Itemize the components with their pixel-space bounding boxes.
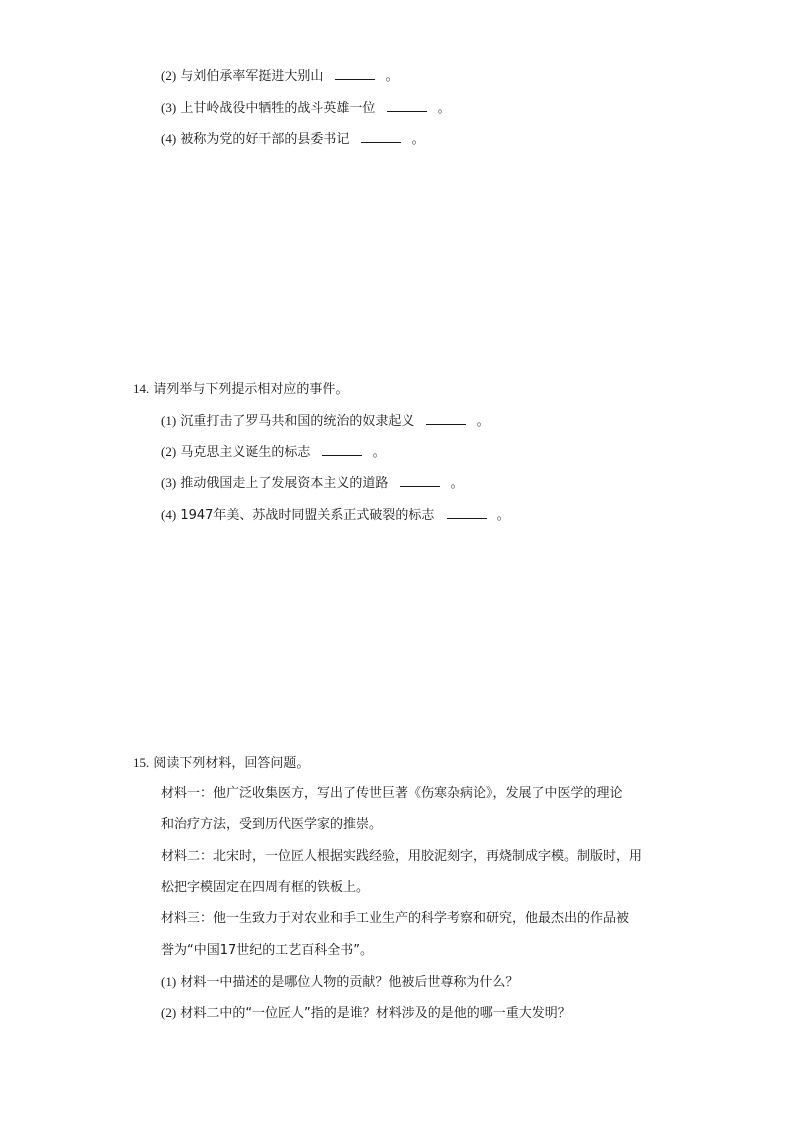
q15-header — [133, 754, 309, 773]
item-text: 沉重打击了罗马共和国的统治的奴隶起义 — [180, 414, 415, 429]
q14-item-4 — [161, 506, 510, 525]
item-number: (2) — [161, 444, 177, 459]
q14-item-3 — [161, 474, 464, 493]
item-text: 材料二中的“一位匠人”指的是谁？材料涉及的是他的哪一重大发明？ — [180, 1006, 571, 1021]
item-end: 。 — [372, 445, 386, 460]
item-text: 与刘伯承率军挺进大别山 — [180, 69, 324, 84]
item-text: 材料一中描述的是哪位人物的贡献？他被后世尊称为什么？ — [180, 975, 519, 990]
item-text: 被称为党的好干部的县委书记 — [180, 132, 350, 147]
item-number: (2) — [161, 68, 177, 83]
answer-blank[interactable] — [322, 443, 362, 456]
item-number: (3) — [161, 475, 177, 490]
question-prompt: 请列举与下列提示相对应的事件。 — [153, 382, 349, 397]
q13-item-3 — [161, 99, 451, 118]
item-end: 。 — [450, 476, 464, 491]
answer-blank[interactable] — [426, 412, 466, 425]
item-number: (1) — [161, 413, 177, 428]
q15-material-line: 材料三：他一生致力于对农业和手工业生产的科学考察和研究，他最杰出的作品被 — [161, 911, 630, 926]
item-text: 上甘岭战役中牺牲的战斗英雄一位 — [180, 101, 376, 116]
q14-header — [133, 380, 348, 399]
item-number: (1) — [161, 974, 177, 989]
q15-material-line: 材料一：他广泛收集医方，写出了传世巨著《伤寒杂病论》，发展了中医学的理论 — [161, 786, 623, 801]
answer-blank[interactable] — [387, 99, 427, 112]
q14-item-2 — [161, 443, 386, 462]
question-number: 15. — [133, 755, 150, 770]
item-end: 。 — [385, 69, 399, 84]
item-end: 。 — [437, 101, 451, 116]
item-text: 1947年美、苏战时同盟关系正式破裂的标志 — [180, 508, 435, 523]
item-end: 。 — [496, 508, 510, 523]
item-number: (2) — [161, 1005, 177, 1020]
q15-material-line: 誉为“中国17世纪的工艺百科全书”。 — [161, 943, 374, 958]
item-number: (4) — [161, 507, 177, 522]
question-number: 14. — [133, 381, 150, 396]
q14-item-1 — [161, 412, 490, 431]
answer-blank[interactable] — [361, 130, 401, 143]
q15-material-line: 材料二：北宋时，一位匠人根据实践经验，用胶泥刻字，再烧制成字模。制版时，用 — [161, 849, 643, 864]
item-end: 。 — [411, 132, 425, 147]
item-number: (3) — [161, 100, 177, 115]
q15-material-line: 松把字模固定在四周有框的铁板上。 — [161, 880, 370, 895]
q15-question-1 — [161, 973, 518, 992]
item-text: 推动俄国走上了发展资本主义的道路 — [180, 476, 389, 491]
q15-question-2 — [161, 1004, 571, 1023]
question-prompt: 阅读下列材料，回答问题。 — [153, 756, 310, 771]
q13-item-4 — [161, 130, 425, 149]
item-number: (4) — [161, 131, 177, 146]
item-text: 马克思主义诞生的标志 — [180, 445, 311, 460]
answer-blank[interactable] — [400, 474, 440, 487]
item-end: 。 — [476, 414, 490, 429]
q13-item-2 — [161, 67, 399, 86]
answer-blank[interactable] — [447, 506, 487, 519]
q15-material-line: 和治疗方法，受到历代医学家的推崇。 — [161, 817, 383, 832]
answer-blank[interactable] — [335, 67, 375, 80]
